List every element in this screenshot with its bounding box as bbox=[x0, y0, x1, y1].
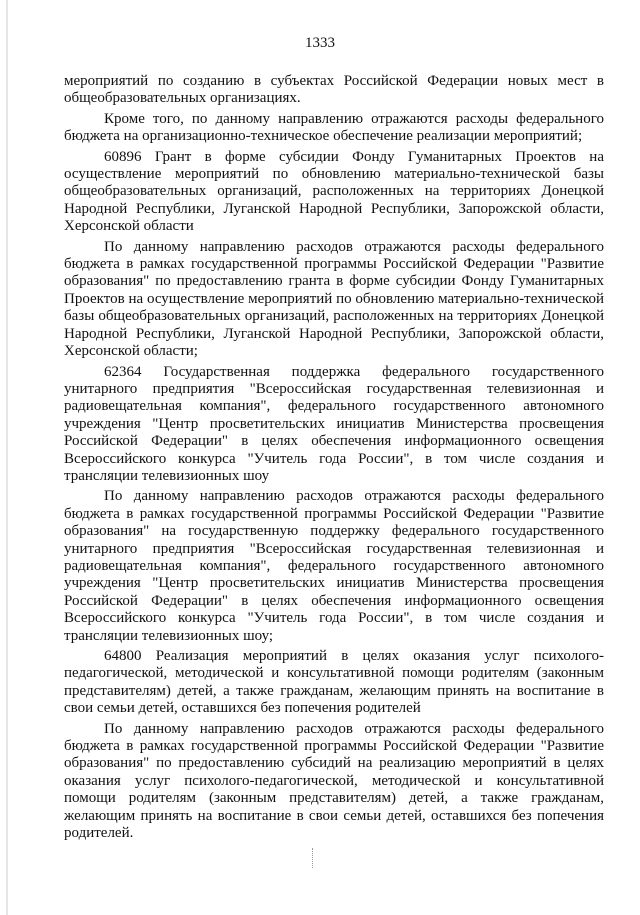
paragraph-code-62364: 62364 Государственная поддержка федерального государственного унитарного предприятия "Всероссийская государственная телевизионная и радиовещательная компания", федерального государственного автономного учреждения "Центр просветительских инициатив Министерства просвещения Российской Федерации" в целях обеспечения информационного освещения Всероссийского конкурса "Учитель года России", в том числе создания и трансляции телевизионных шоу bbox=[64, 363, 604, 484]
paragraph-continuation: мероприятий по созданию в субъектах Российской Федерации новых мест в общеобразовательных организациях. bbox=[64, 73, 604, 107]
page-number: 1333 bbox=[305, 35, 335, 51]
paragraph-description-60896: По данному направлению расходов отражаются расходы федерального бюджета в рамках государственной программы Российской Федерации "Развитие образования" по предоставлению гранта в форме субсидии Фонду Гуманитарных Проектов на осуществление мероприятий по обновлению материально-технической базы общеобразовательных организаций, расположенных на территориях Донецкой Народной Республики, Луганской Народной Республики, Запорожской области, Херсонской области; bbox=[64, 238, 604, 360]
document-body bbox=[64, 73, 604, 845]
paragraph-description-64800: По данному направлению расходов отражаются расходы федерального бюджета в рамках государственной программы Российской Федерации "Развитие образования" по предоставлению субсидий на реализацию мероприятий в целях оказания услуг психолого-педагогической, методической и консультативной помощи родителям (законным представителям) детей, а также гражданам, желающим принять на воспитание в свои семьи детей, оставшихся без попечения родителей. bbox=[64, 720, 604, 842]
scan-artifact bbox=[312, 848, 321, 868]
paragraph-code-60896: 60896 Грант в форме субсидии Фонду Гуманитарных Проектов на осуществление мероприятий по обновлению материально-технической базы общеобразовательных организаций, расположенных на территориях Донецкой Народной Республики, Луганской Народной Республики, Запорожской области, Херсонской области bbox=[64, 148, 604, 235]
paragraph-note: Кроме того, по данному направлению отражаются расходы федерального бюджета на организационно-техническое обеспечение реализации мероприятий; bbox=[64, 110, 604, 145]
paragraph-code-64800: 64800 Реализация мероприятий в целях оказания услуг психолого-педагогической, методической и консультативной помощи родителям (законным представителям) детей, а также гражданам, желающим принять на воспитание в свои семьи детей, оставшихся без попечения родителей bbox=[64, 648, 604, 717]
paragraph-description-62364: По данному направлению расходов отражаются расходы федерального бюджета в рамках государственной программы Российской Федерации "Развитие образования" на государственную поддержку федерального государственного унитарного предприятия "Всероссийская государственная телевизионная и радиовещательная компания", федерального государственного автономного учреждения "Центр просветительских инициатив Министерства просвещения Российской Федерации" в целях обеспечения информационного освещения Всероссийского конкурса "Учитель года России", в том числе создания и трансляции телевизионных шоу; bbox=[64, 488, 604, 644]
scan-edge-shadow bbox=[6, 0, 8, 915]
